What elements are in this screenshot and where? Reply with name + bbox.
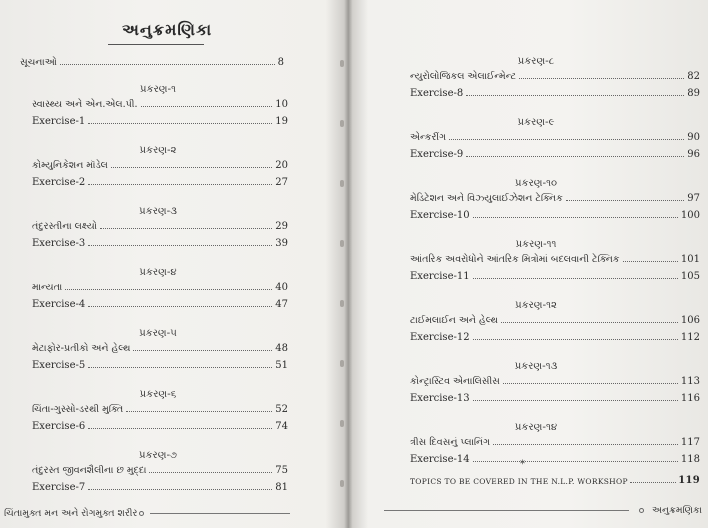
toc-entry-title: માન્યતા: [32, 282, 63, 293]
dot-leader: [449, 139, 684, 140]
toc-chapter-entry[interactable]: [410, 190, 700, 204]
toc-entry-title: Exercise-10: [410, 210, 470, 221]
toc-entry-page: 39: [275, 238, 288, 249]
chapter-heading: પ્રકરણ-૧૩: [514, 361, 558, 372]
dot-leader: [111, 167, 272, 168]
page-title: અનુક્રમણિકા: [122, 20, 213, 39]
toc-entry-intro[interactable]: [20, 54, 284, 68]
dot-leader: [473, 339, 678, 340]
toc-entry-page: 10: [275, 99, 288, 110]
toc-entry-page: 113: [680, 376, 700, 387]
chapter-heading: પ્રકરણ-૫: [139, 328, 177, 339]
toc-chapter-entry[interactable]: [32, 157, 288, 171]
toc-entry-page: 27: [275, 177, 288, 188]
toc-entry-title: સૂચનાઓ: [20, 57, 57, 68]
chapter-heading: પ્રકરણ-૨: [139, 145, 177, 156]
toc-chapter-entry[interactable]: [410, 68, 700, 82]
dot-leader: [88, 245, 272, 246]
dot-leader: [473, 217, 678, 218]
toc-entry-page: 116: [680, 393, 700, 404]
toc-entry-title: Exercise-14: [410, 454, 470, 465]
toc-exercise-entry[interactable]: [410, 390, 700, 404]
toc-entry-title: ન્યુરોલોજિકલ એલાઈન્મેન્ટ: [410, 71, 517, 82]
toc-entry-title: મેટાફોર-પ્રતીકો અને હેલ્થ: [32, 343, 131, 354]
toc-exercise-entry[interactable]: [410, 146, 700, 160]
toc-exercise-entry[interactable]: [410, 85, 700, 99]
toc-exercise-entry[interactable]: [32, 357, 288, 371]
toc-entry-title: Exercise-7: [32, 482, 86, 493]
toc-exercise-entry[interactable]: [32, 418, 288, 432]
toc-exercise-entry[interactable]: [410, 268, 700, 282]
toc-entry-page: 48: [275, 343, 288, 354]
toc-entry-page: 89: [687, 88, 700, 99]
toc-entry-title: મેડિટેશન અને વિઝ્યુલાઈઝેશન ટેક્નિક: [410, 193, 563, 204]
toc-entry-page: 101: [680, 254, 700, 265]
chapter-heading: પ્રકરણ-૩: [139, 206, 177, 217]
toc-entry-title: Exercise-13: [410, 393, 470, 404]
toc-entry-page: 117: [680, 437, 700, 448]
dot-leader: [623, 261, 678, 262]
toc-entry-page: 75: [275, 465, 288, 476]
toc-entry-page: 90: [687, 132, 700, 143]
dot-leader: [60, 64, 275, 65]
toc-chapter-entry[interactable]: [32, 96, 288, 110]
toc-entry-title: સ્વાસ્થ્ય અને એન.એલ.પી.: [32, 99, 138, 110]
chapter-heading: પ્રકરણ-૭: [139, 450, 177, 461]
toc-entry-page: 19: [275, 116, 288, 127]
dot-leader: [141, 106, 273, 107]
dot-leader: [466, 95, 684, 96]
separator-star: *: [520, 459, 525, 470]
chapter-heading: પ્રકરણ-૬: [139, 389, 177, 400]
toc-entry-title: Exercise-6: [32, 421, 86, 432]
toc-entry-title: ટાઈમલાઈન અને હેલ્થ: [410, 315, 498, 326]
right-page: [352, 0, 708, 528]
toc-exercise-entry[interactable]: [32, 479, 288, 493]
dot-leader: [65, 289, 272, 290]
dot-leader: [126, 411, 272, 412]
dot-leader: [100, 228, 272, 229]
toc-entry-title: ચિંતા-ગુસ્સો-ડરથી મુક્તિ: [32, 404, 124, 415]
chapter-heading: પ્રકરણ-૮: [517, 56, 555, 67]
toc-entry-page: 100: [680, 210, 700, 221]
footer-ornament: [639, 508, 644, 513]
dot-leader: [473, 400, 678, 401]
dot-leader: [493, 444, 678, 445]
toc-entry-page: 29: [275, 221, 288, 232]
dot-leader: [133, 350, 272, 351]
toc-entry-title: કોન્ટ્રાસ્ટિવ એનાલિસીસ: [410, 376, 500, 387]
toc-exercise-entry[interactable]: [32, 174, 288, 188]
toc-chapter-entry[interactable]: [32, 462, 288, 476]
toc-entry-title: કોમ્યુનિકેશન મૉડેલ: [32, 160, 108, 171]
footer-rule: [384, 510, 629, 511]
footer-rule: [150, 513, 290, 514]
toc-chapter-entry[interactable]: [32, 401, 288, 415]
footer-ornament: [139, 511, 144, 516]
toc-entry-title: Exercise-8: [410, 88, 464, 99]
footer-book-title: ચિંતામુક્ત મન અને રોગમુક્ત શરીર: [4, 508, 138, 519]
toc-entry-page: 118: [680, 454, 700, 465]
toc-entry-title: આંતરિક અવરોધોને આંતરિક મિત્રોમાં બદલવાની ટેક્નિક: [410, 254, 620, 265]
chapter-heading: પ્રકરણ-૪: [139, 267, 177, 278]
toc-entry-page: 105: [680, 271, 700, 282]
toc-exercise-entry[interactable]: [32, 296, 288, 310]
toc-entry-page: 96: [687, 149, 700, 160]
dot-leader: [566, 200, 684, 201]
toc-entry-page: 47: [275, 299, 288, 310]
dot-leader: [466, 156, 684, 157]
toc-exercise-entry[interactable]: [32, 113, 288, 127]
toc-entry-title: તંદુરસ્ત જીવનશૈલીના છ મુદ્દા: [32, 465, 147, 476]
toc-entry-page: 119: [678, 475, 700, 486]
toc-entry-title: Exercise-12: [410, 332, 470, 343]
dot-leader: [88, 367, 272, 368]
dot-leader: [88, 184, 272, 185]
toc-entry-page: 51: [275, 360, 288, 371]
toc-chapter-entry[interactable]: [410, 373, 700, 387]
toc-entry-title: Exercise-4: [32, 299, 86, 310]
dot-leader: [88, 489, 272, 490]
toc-entry-title: ત્રીસ દિવસનું પ્લાનિંગ: [410, 437, 491, 448]
dot-leader: [88, 428, 272, 429]
toc-entry-page: 81: [275, 482, 288, 493]
toc-chapter-entry[interactable]: [410, 251, 700, 265]
toc-entry-title: Exercise-11: [410, 271, 470, 282]
running-footer-right: [384, 505, 702, 516]
dot-leader: [503, 383, 678, 384]
dot-leader: [88, 123, 272, 124]
toc-entry-title: Exercise-1: [32, 116, 86, 127]
toc-entry-page: 8: [277, 57, 284, 68]
chapter-heading: પ્રકરણ-૯: [517, 117, 555, 128]
toc-entry-title: એન્કરીંગ: [410, 132, 447, 143]
toc-entry-page: 82: [687, 71, 700, 82]
chapter-heading: પ્રકરણ-૧૪: [514, 422, 558, 433]
dot-leader: [149, 472, 272, 473]
toc-entry-page: 74: [275, 421, 288, 432]
dot-leader: [630, 482, 676, 483]
toc-entry-page: 106: [680, 315, 700, 326]
toc-entry-title: Exercise-3: [32, 238, 86, 249]
dot-leader: [88, 306, 272, 307]
toc-chapter-entry[interactable]: [32, 340, 288, 354]
toc-entry-page: 112: [680, 332, 700, 343]
chapter-heading: પ્રકરણ-૧૨: [515, 300, 557, 311]
toc-chapter-entry[interactable]: [32, 279, 288, 293]
chapter-heading: પ્રકરણ-૧૦: [515, 178, 557, 189]
toc-entry-page: 20: [275, 160, 288, 171]
running-footer: [4, 508, 290, 519]
toc-chapter-entry[interactable]: [410, 434, 700, 448]
toc-entry-title: TOPICS TO BE COVERED IN THE N.L.P. WORKSHOP: [410, 477, 628, 486]
title-underline: [108, 44, 204, 45]
toc-entry-page: 97: [687, 193, 700, 204]
toc-exercise-entry[interactable]: [32, 235, 288, 249]
toc-entry-title: Exercise-9: [410, 149, 464, 160]
dot-leader: [473, 278, 678, 279]
footer-section-title: અનુક્રમણિકા: [652, 505, 702, 516]
dot-leader: [473, 461, 678, 462]
toc-entry-title: Exercise-2: [32, 177, 86, 188]
toc-chapter-entry[interactable]: [410, 312, 700, 326]
toc-exercise-entry[interactable]: [410, 451, 700, 465]
dot-leader: [519, 78, 684, 79]
toc-exercise-entry[interactable]: [410, 329, 700, 343]
toc-exercise-entry[interactable]: [410, 207, 700, 221]
chapter-heading: પ્રકરણ-૧: [140, 84, 176, 95]
toc-entry-page: 40: [275, 282, 288, 293]
chapter-heading: પ્રકરણ-૧૧: [515, 239, 557, 250]
dot-leader: [501, 322, 678, 323]
toc-entry-workshop[interactable]: [410, 472, 700, 486]
left-page: [0, 0, 344, 528]
toc-entry-title: તંદુરસ્તીના લક્ષ્યો: [32, 221, 98, 232]
toc-chapter-entry[interactable]: [410, 129, 700, 143]
toc-chapter-entry[interactable]: [32, 218, 288, 232]
toc-entry-title: Exercise-5: [32, 360, 86, 371]
toc-entry-page: 52: [275, 404, 288, 415]
